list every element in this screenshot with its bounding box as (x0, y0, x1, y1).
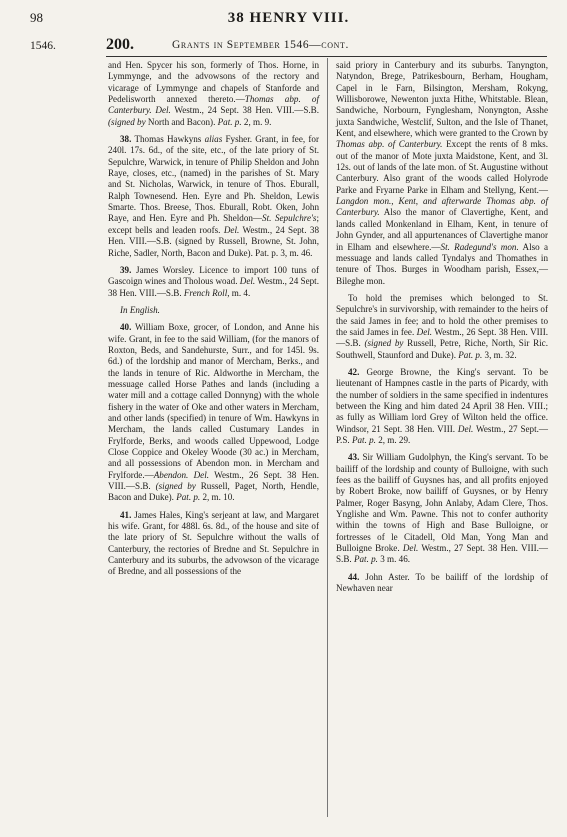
entry-text: Fysher. Grant, in fee, for 240l. 17s. 6d., of the site, etc., of the late priory of St. Sepulchre, Warwick, in tenure of Philip Sheldon and John Raye, closes, etc., (named) in the parishes of St. Mary and St. Nicholas, Warwick, in tenure of Thos. Eburall, Ralph Townesend. Hen. Eyre and Ph. Sheldon, Lewis Smarte. Thos. Breese, Thos. Eburall, Robt. Oken, John Raye, and Hen. Eyre and Ph. Sheldon— (108, 134, 319, 224)
entry-paragraph (336, 60, 548, 287)
entry-text: (signed by (108, 116, 146, 127)
entry-number: 38. (120, 134, 132, 145)
entry-text: Westm., 24 Sept. 38 Hen. VIII.—S.B. (signed by Russell, Browne, St. John, Riche, Sadler, North, Bacon and Duke). Pat. p. 3, m. 46. (108, 224, 320, 258)
entry-text: Thomas Hawkyns (131, 134, 205, 145)
entry-text: To hold the premises which belonged to St. Sepulchre's in survivorship, with remainder to the heirs of the said James in fee; and to hold the other premises to the said James in fee. (336, 292, 548, 337)
entry-paragraph (108, 134, 319, 259)
entry-text: said priory in Canterbury and its suburbs. Tanyngton, Natyndon, Brege, Patrikesbourn, Berham, Hougham, Capel in le Farn, Bilsington, Mersham, Rokyng, Willisborowe, Newenton juxta Hithe, Whitstable. Blean, Sandwiche, Norbourn, Fynglesham, Nonyngton, Asshe juxta Sandwiche, Westclif, Sulton, and the Isle of Thanet, Kent, and elsewhere, which were granted to the Crown by (336, 60, 548, 139)
entry-text: Del. (416, 326, 433, 337)
entry-text: Abendon. Del. (153, 469, 210, 480)
entry-text: Westm., 24 Sept. 38 Hen. VIII.—S.B. (108, 276, 319, 298)
entry-text: Westm., 27 Sept. 38 Hen. VIII.—S.B. (336, 543, 548, 565)
entry-number: 43. (348, 452, 360, 463)
entry-text: St. Radegund's mon. (440, 241, 519, 252)
entry-text: and Hen. Spycer his son, formerly of Thos. Horne, in Lymmynge, and the advowsons of the rectory and vicarage of Lymmynge and chapels of Stanforde and Pedelisworth annexed thereto.— (108, 60, 319, 105)
year-label: 1546. (30, 40, 56, 52)
entry-text: ; except bells and leaden roofs. (108, 213, 319, 235)
entry-number: 42. (348, 366, 360, 377)
entry-text: , m. 4. (227, 287, 251, 298)
entry-paragraph (336, 572, 548, 595)
entry-text: James Hales, King's serjeant at law, and Margaret his wife. Grant, for 488l. 6s. 8d., of the house and site of the late priory of St. Sepulchre without the walls of Canterbury, the rectories of Bredne and St. Sepulchre in Canterbury and its suburbs, the advowson of the vicarage of Bredne, and all possessions of the (108, 509, 319, 577)
entry-text: Del. (239, 276, 256, 287)
entry-text: Pat. p. (351, 435, 376, 445)
entry-text: North and Bacon). (145, 116, 218, 127)
entry-text: alias (204, 134, 223, 145)
entry-text: 2, m. 10. (200, 492, 235, 503)
entry-number: 41. (120, 509, 132, 520)
left-column (108, 60, 319, 584)
section-number: 200. (106, 36, 134, 53)
entry-text: Thomas abp. of Canterbury. (336, 139, 443, 150)
entry-text: 2, m. 9. (241, 116, 272, 127)
entry-number: 39. (120, 264, 132, 275)
reign-title: 38 HENRY VIII. (227, 10, 350, 26)
entry-text: John Aster. To be bailiff of the lordship of Newhaven near (336, 571, 548, 594)
entry-text: Del. (402, 543, 419, 554)
entry-text: Pat. p. (353, 554, 378, 565)
entry-text: Pat. p. (458, 349, 483, 360)
entry-paragraph (108, 305, 319, 316)
entry-text: 3, m. 32. (482, 349, 517, 360)
running-head (30, 10, 547, 32)
entry-text: Westm., 26 Sept. 38 Hen. VIII.—S.B. (108, 469, 319, 492)
entry-text: Westm., 26 Sept. 38 Hen. VIII.—S.B. (336, 326, 548, 349)
entry-text: Sir William Gudolphyn, the King's servant. To be bailiff of the lordship and county of Bulloigne, with such fees as the bailiff of Guysnes has, and all profits enjoyed by Robert Broke, now bailiff of Guysnes, or by Henry Palmer, Roger Basyng, John Anlaby, Adam Clere, Thos. Ynglishe and Wm. Pawne. This not to confer authority within the towns of High and Base Bulloigne, or fortresses of le Citadell, Old Man, Yong Man and Bulloigne Broke. (336, 452, 548, 554)
right-column (336, 60, 548, 600)
entry-paragraph (336, 293, 548, 361)
entry-paragraph (336, 452, 548, 565)
entry-paragraph (108, 60, 319, 128)
heading-rule (106, 56, 547, 57)
entry-text: George Browne, the King's servant. To be lieutenant of Hampnes castle in the parts of Picardy, with the number of soldiers in the same specified in indentures between the King and him dated 24 April 38 Hen. VIII.; as fully as William lord Grey of Wilton held the office. Windsor, 21 Sept. 38 Hen. VIII. (336, 366, 548, 434)
entry-number: 44. (348, 571, 360, 582)
entry-text: Russell, Petre, Riche, North, Sir Ric. Southwell, Staunford and Duke). (336, 338, 548, 360)
entry-text: Westm., 27 Sept.—P.S. (336, 423, 548, 445)
entry-paragraph (336, 367, 548, 446)
entry-text: Del. (223, 224, 240, 235)
section-heading (106, 36, 547, 56)
entry-paragraph (108, 510, 319, 578)
entry-text: Except the rents of 8 mks. out of the manor of Mote juxta Maidstone, Kent, and 3l. 12s. out of lands of the late mon. of St. Augustine without Canterbury. Also grant of the woods called Holyrode Parke and Fryarne Parke in Elham and Stellyng, Kent.— (336, 139, 548, 195)
entry-text: 3 m. 46. (377, 554, 411, 565)
entry-text: (signed by (364, 338, 404, 349)
entry-text: Russell, Paget, North, Hendle, Bacon and Duke). (108, 481, 319, 503)
entry-paragraph (108, 322, 319, 504)
entry-paragraph (108, 265, 319, 299)
entry-text: Pat. p. (176, 492, 201, 503)
entry-text: Del. (457, 423, 474, 434)
entry-text: St. Sepulchre's (262, 213, 317, 224)
section-title: Grants in September 1546—cont. (172, 39, 349, 51)
entry-number: 40. (120, 322, 132, 333)
entry-text: Westm., 24 Sept. 38 Hen. VIII.—S.B. (170, 105, 319, 116)
entry-text: 2, m. 29. (375, 435, 411, 445)
column-divider (327, 58, 328, 817)
entry-text: Also a messuage and lands called Tyndalys and Thomathes in tenure of Thos. Burges in Woodham parish, Essex,—Bileghe mon. (336, 241, 548, 286)
entry-text: Langdon mon., Kent, and afterwarde Thomas abp. of Canterbury. (336, 196, 548, 218)
entry-text: William Boxe, grocer, of London, and Anne his wife. Grant, in fee to the said William, (for the manors of Roxton, Beds, and Sandehurste, Surr., and for 145l. 9s. 6d.) of the lordship and manor of Mercham, Berks., and the lands in tenure of Ric. Aldworthe in Mercham, the messuage called Horse Pathes and lands (including a water mill and a cottage called Donnyng) with the whole fishery in the water of Oke and other waters in Mercham, and other lands (specified) in tenure of Wm. Hawkyns in Mercham, the lands called Custumary Landes in Frylforde, Berks, and woods called Uppewood, Lodge Close Coppice and Okeley Woode (30 ac.) in Mercham, and all possessions of Abendon mon. in Mercham and Frylforde.— (108, 322, 319, 480)
entry-text: James Worsley. Licence to import 100 tuns of Gascoign wines and Tholous woad. (108, 264, 319, 287)
entry-text: Thomas abp. of Canterbury. Del. (108, 94, 319, 116)
entry-text: Also the manor of Clavertighe, Kent, and lands called Monkenland in Elham, Kent, in tenure of John Gynder, and all appurtenances of Clavertighe manor in Elham and elsewhere.— (336, 207, 548, 252)
entry-text: French Roll (183, 287, 228, 298)
page-number: 98 (30, 10, 43, 25)
entry-text: (signed by (155, 481, 196, 492)
entry-text: In English. (120, 304, 160, 315)
entry-text: Pat. p. (217, 116, 242, 127)
